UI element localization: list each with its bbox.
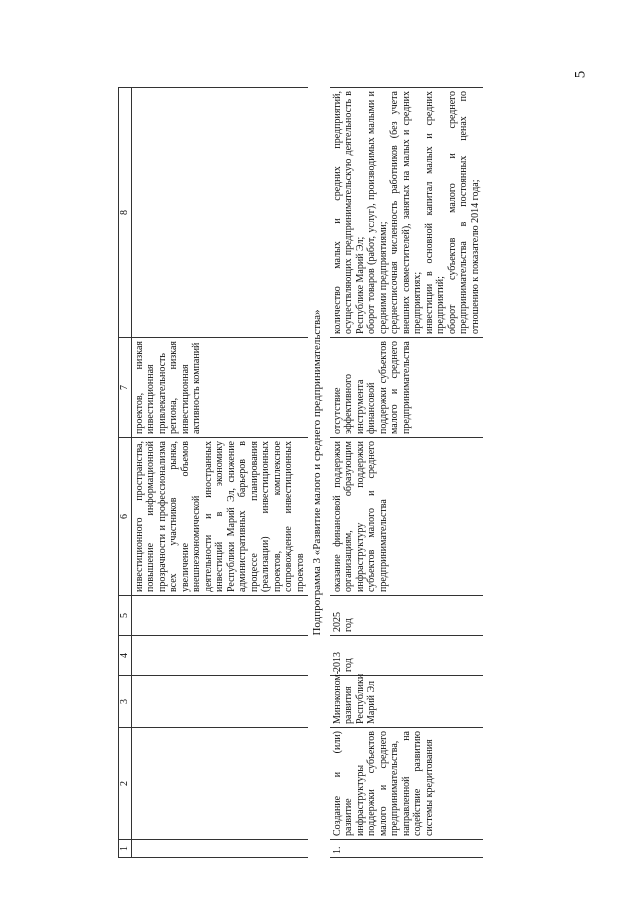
continuation-col7: проектов, низкая инвестиционная привлекательность региона, низкая инвестиционная активность компаний	[131, 338, 308, 438]
continuation-col8	[131, 88, 308, 338]
indicator-item: оборот товаров (работ, услуг), производимых малыми и средними предприятиями;	[366, 91, 389, 334]
continuation-col6: инвестиционного пространства, повышение информационной прозрачности и профессионализма всех участников рынка, увеличение объемов внешнеэкономической деятельности и иностранных инвестиций в экономику Республики Марий Эл, снижение административных барьеров в процессе планирования (реализации) инвестиционных проектов, комплексное сопровождение инвестиционных проектов	[131, 438, 308, 596]
row-consequences: отсутствие эффективного инструмента финансовой поддержки субъектов малого и среднего предпринимательства	[330, 338, 484, 438]
row-number: 1.	[330, 840, 484, 858]
subprogram-row	[308, 88, 330, 858]
program-table	[118, 87, 483, 858]
indicator-item: оборот субъектов малого и среднего предпринимательства в постоянных ценах по отношению к показателю 2014 года;	[446, 91, 481, 334]
indicator-item: среднесписочная численность работников (без учета внешних совместителей), занятых на малых и средних предприятиях;	[389, 91, 423, 334]
page-number: 5	[572, 70, 589, 79]
header-cell-6: 6	[119, 438, 132, 596]
row-indicators	[330, 88, 484, 338]
row-measure-name: Создание и (или) развитие инфраструктуры поддержки субъектов малого и среднего предпринимательства, направленной на содействие развитию системы кредитования	[330, 728, 484, 840]
header-cell-2: 2	[119, 728, 132, 840]
row-expected-result: оказание финансовой поддержки организациям, образующим инфраструктуру поддержки субъектов малого и среднего предпринимательства	[330, 438, 484, 596]
indicator-item: инвестиции в основной капитал малых и средних предприятий;	[423, 91, 446, 334]
table-row	[330, 88, 484, 858]
header-cell-4: 4	[119, 636, 132, 676]
row-start-year: 2013 год	[330, 636, 484, 676]
header-row	[119, 88, 132, 858]
header-cell-5: 5	[119, 596, 132, 636]
rotated-table-container	[118, 88, 578, 858]
continuation-row	[131, 88, 308, 858]
indicator-item: количество малых и средних предприятий, осуществляющих предпринимательскую деятельность в Республике Марий Эл;	[331, 91, 366, 334]
header-cell-1: 1	[119, 840, 132, 858]
header-cell-7: 7	[119, 338, 132, 438]
row-end-year: 2025 год	[330, 596, 484, 636]
row-executor: Минэконом-развития Республики Марий Эл	[330, 676, 484, 728]
subprogram-title: Подпрограмма 3 «Развитие малого и среднего предпринимательства»	[311, 309, 323, 636]
header-cell-8: 8	[119, 88, 132, 338]
header-cell-3: 3	[119, 676, 132, 728]
